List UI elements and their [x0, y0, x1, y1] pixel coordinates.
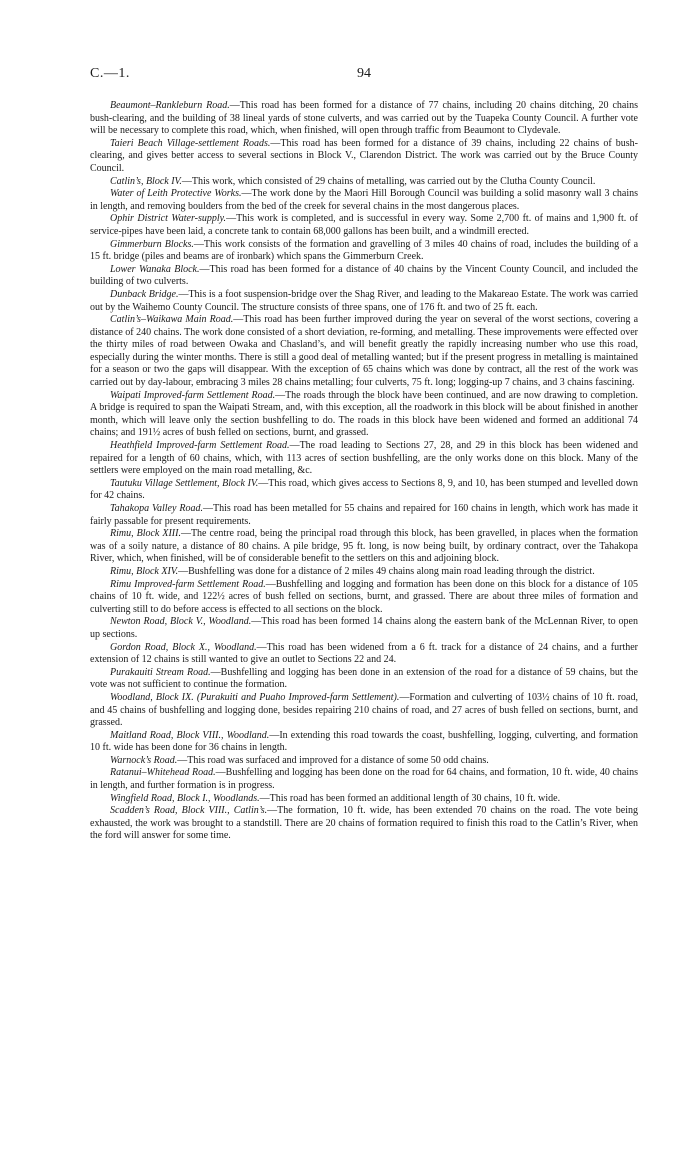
work-paragraph [90, 188, 638, 213]
work-paragraph [90, 264, 638, 289]
paragraph-heading: Gordon Road, Block X., Woodland. [110, 641, 257, 653]
work-paragraph [90, 566, 638, 579]
work-paragraph [90, 805, 638, 843]
work-paragraph [90, 730, 638, 755]
paragraph-heading: Ophir District Water-supply. [110, 213, 227, 225]
paragraph-heading: Gimmerburn Blocks. [110, 238, 194, 250]
document-body [90, 100, 638, 843]
work-paragraph [90, 755, 638, 768]
work-paragraph [90, 289, 638, 314]
paragraph-text: —Bushfelling and logging has been done in an extension of the road for a distance of 59 chains, but the vote was not sufficient to continue the formation. [90, 666, 638, 691]
paragraph-heading: Tahakopa Valley Road. [110, 503, 203, 514]
work-paragraph [90, 440, 638, 478]
paragraph-text: —This work, which consisted of 29 chains of metalling, was carried out by the Clutha County Council. [181, 175, 596, 187]
work-paragraph [90, 528, 638, 566]
paragraph-text: —This road has been further improved during the year on several of the worst sections, covering a distance of 240 chains. The work done consisted of a short deviation, re-forming, and metalling. These improvements were effected over the thirty miles of road between Owaka and Chasland’s, and will benefit greatly the rapidly increasing number who use this road, especially during the winter months. There is still a good deal of metalling wanted; but if the present progress in metalling is maintained for a season or two the gaps will disappear. With the exception of 65 chains which was done by contract, all the rest of the work was carried out by day-labour, embracing 3 miles 28 chains metalling; four culverts, 75 ft. long; logging-up 7 chains, and 3 chains fascining. [90, 314, 639, 389]
work-paragraph [90, 692, 638, 730]
work-paragraph [90, 314, 638, 390]
paragraph-heading: Woodland, Block IX. (Purakuiti and Puaho Improved-farm Settlement). [110, 691, 400, 703]
paragraph-text: —This is a foot suspension-bridge over the Shag River, and leading to the Makareao Estate. The work was carried out by the Waihemo County Council. The structure consists of three spans, one of 176 ft. and two of 25 ft. each. [90, 288, 638, 313]
paragraph-heading: Catlin’s–Waikawa Main Road. [110, 314, 234, 326]
paragraph-heading: Ratanui–Whitehead Road. [110, 767, 216, 779]
paragraph-text: —This work consists of the formation and gravelling of 3 miles 40 chains of road, includes the building of a 15 ft. bridge (piles and beams are of ironbark) which spans the Gimmerburn Creek. [90, 238, 639, 263]
paragraph-text: —This road has been formed for a distance of 39 chains, including 22 chains of bush-clearing, and gives better access to several sections in Block V., Clarendon District. The work was carried out by the Bruce County Council. [90, 137, 638, 174]
paragraph-heading: Water of Leith Protective Works. [110, 188, 242, 200]
paragraph-heading: Scadden’s Road, Block VIII., Catlin’s. [110, 805, 268, 817]
paragraph-heading: Lower Wanaka Block. [110, 263, 200, 275]
paragraph-heading: Rimu, Block XIII. [110, 528, 181, 540]
paragraph-heading: Catlin’s, Block IV. [110, 175, 182, 187]
work-paragraph [90, 616, 638, 641]
paragraph-text: —The formation, 10 ft. wide, has been extended 70 chains on the road. The vote being exhausted, the work was brought to a standstill. There are 20 chains of formation required to finish this road to the Catlin’s River, when the ford will answer for some time. [90, 805, 638, 842]
paragraph-heading: Warnock’s Road. [110, 754, 178, 766]
paragraph-text: —This road has been widened from a 6 ft. track for a distance of 24 chains, and a further extension of 12 chains is still wanted to give an outlet to Sections 22 and 24. [90, 641, 638, 666]
paragraph-text: —This road has been metalled for 55 chains and repaired for 160 chains in length, which work has made it fairly passable for present requirements. [90, 503, 638, 527]
paragraph-heading: Rimu, Block XIV. [110, 565, 179, 577]
paragraph-text: —Bushfelling and logging has been done on the road for 64 chains, and formation, 10 ft. wide, 40 chains in length, and further formation is in progress. [90, 767, 639, 792]
paragraph-text: —The work done by the Maori Hill Borough Council was building a solid masonry wall 3 chains in length, and removing boulders from the bed of the creek for several chains in the most dangerous places. [90, 188, 639, 212]
work-paragraph [90, 642, 638, 667]
paragraph-heading: Purakauiti Stream Road. [110, 666, 211, 678]
work-paragraph [90, 793, 638, 806]
paragraph-text: —This road was surfaced and improved for a distance of some 50 odd chains. [177, 754, 489, 766]
paragraph-heading: Rimu Improved-farm Settlement Road. [110, 578, 266, 590]
work-paragraph [90, 579, 638, 617]
paragraph-heading: Taieri Beach Village-settlement Roads. [110, 137, 271, 149]
work-paragraph [90, 667, 638, 692]
paragraph-text: —This road has been formed for a distance of 40 chains by the Vincent County Council, and included the building of two culverts. [90, 263, 638, 288]
paragraph-text: —Bushfelling and logging and formation has been done on this block for a distance of 105 chains of 10 ft. wide, and 122½ acres of bush felled on sections, burnt, and grassed. There are about three miles of formation and culverting still to do before access is effected to all sections on the block. [90, 578, 638, 615]
paragraph-heading: Newton Road, Block V., Woodland. [110, 616, 252, 628]
paragraph-text: —The road leading to Sections 27, 28, and 29 in this block has been widened and repaired for a length of 60 chains, which, with 113 acres of section bushfelling, are the only works done on this block. Many of the settlers were employed on the main road metalling, &c. [90, 440, 638, 477]
work-paragraph [90, 767, 638, 792]
paragraph-text: —This road has been formed an additional length of 30 chains, 10 ft. wide. [259, 792, 561, 804]
work-paragraph [90, 100, 638, 138]
paragraph-heading: Waipati Improved-farm Settlement Road. [110, 389, 276, 401]
work-paragraph [90, 138, 638, 176]
paragraph-text: —Formation and culverting of 103½ chains of 10 ft. road, and 45 chains of bushfelling and logging done, besides repairing 210 chains of road, and 27 acres of bush felled on sections, burnt, and grassed. [90, 691, 638, 729]
work-paragraph [90, 478, 638, 503]
paragraph-text: —This road, which gives access to Sections 8, 9, and 10, has been stumped and levelled down for 42 chains. [90, 477, 638, 502]
parliamentary-paper-reference: C.—1. [90, 66, 130, 81]
paragraph-heading: Dunback Bridge. [110, 288, 179, 300]
paragraph-heading: Beaumont–Rankleburn Road. [110, 100, 230, 111]
work-paragraph [90, 239, 638, 264]
paragraph-heading: Heathfield Improved-farm Settlement Road. [110, 440, 290, 452]
paragraph-text: —The centre road, being the principal road through this block, has been gravelled, in places when the formation was of a soily nature, a distance of 80 chains. A pile bridge, 95 ft. long, is now being built, by ordinary contract, over the Tahakopa River, which, when finished, will be of considerable benefit to the settlers on this and adjoining block. [90, 528, 638, 565]
paragraph-heading: Tautuku Village Settlement, Block IV. [110, 477, 259, 489]
paragraph-text: —In extending this road towards the coast, bushfelling, logging, culverting, and formation 10 ft. wide has been done for 36 chains in length. [90, 729, 639, 754]
paragraph-heading: Maitland Road, Block VIII., Woodland. [110, 729, 270, 741]
paragraph-heading: Wingfield Road, Block I., Woodlands. [110, 792, 260, 804]
work-paragraph [90, 213, 638, 238]
page-header [90, 66, 638, 86]
paragraph-text: —Bushfelling was done for a distance of 2 miles 49 chains along main road leading through the district. [178, 565, 595, 577]
paragraph-text: —This work is completed, and is successful in every way. Some 2,700 ft. of mains and 1,900 ft. of service-pipes have been laid, a concrete tank to contain 68,000 gallons has been built, and a windmill erected. [90, 213, 638, 237]
paragraph-text: —This road has been formed 14 chains along the eastern bank of the McLennan River, to open up sections. [90, 616, 638, 640]
work-paragraph [90, 503, 638, 528]
paragraph-text: —The roads through the block have been continued, and are now drawing to completion. A bridge is required to span the Waipati Stream, and, with this exception, all the roadwork in this block will be about finished in another month, which will leave only the section bushfelling to do. The roads in this block have been widened and formed an additional 74 chains; and 191½ acres of bush felled on sections, burnt, and grassed. [90, 389, 638, 439]
paragraph-text: —This road has been formed for a distance of 77 chains, including 20 chains ditching, 20 chains bush-clearing, and the building of 38 lineal yards of stone culverts, and was carried out by the Tuapeka County Council. A further vote will be necessary to complete this road, which, when finished, will open through traffic from Beaumont to Clydevale. [90, 100, 638, 137]
page-number: 94 [357, 66, 371, 81]
work-paragraph [90, 390, 638, 440]
work-paragraph [90, 176, 638, 189]
